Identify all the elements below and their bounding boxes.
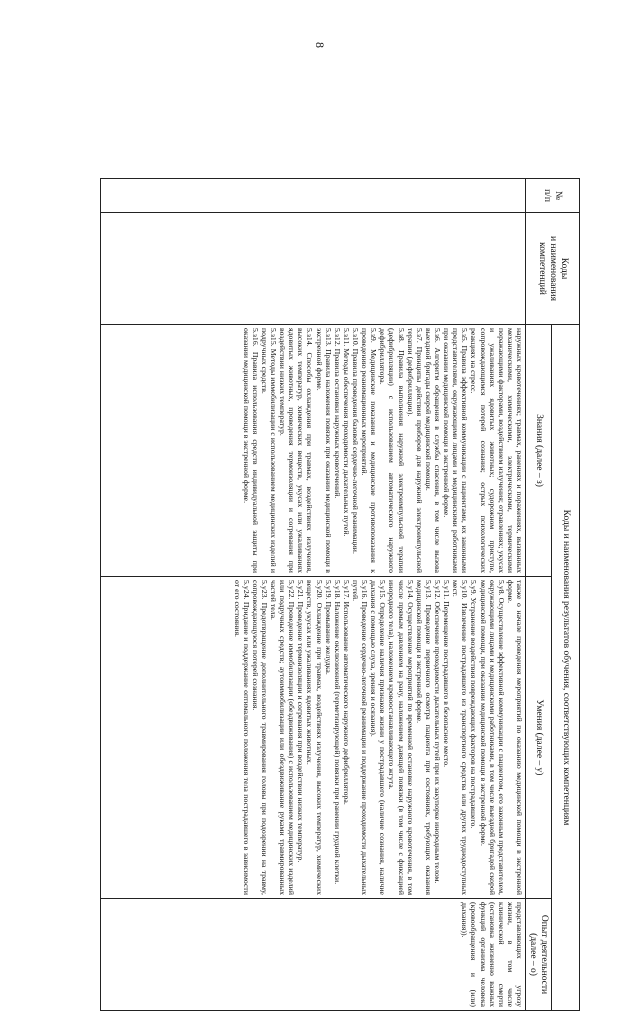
knowledge-item: 5.з10. Правила проведения базовой сердечно-легочной реанимации. [351,328,361,554]
header-knowledge: Знания (далее – з) [526,325,552,577]
skill-item: 5.у20. Охлаждение при травмах, воздействиях излучения, высоких температур, химических веществ, укусах или ужаливаниях ядовитых животных. [305,580,324,895]
competency-table-container [100,178,580,1010]
cell-knowledge [101,325,526,577]
cell-experience [101,899,526,1011]
skill-item: 5.у12. Обеспечение проходимости дыхательных путей при их закупорке инородным телом. [433,580,443,884]
knowledge-item: 5.з13. Правила наложения повязок при оказании медицинской помощи в экстренной форме. [314,328,333,573]
knowledge-item: 5.з6. Алгоритм обращения в службы спасения, в том числе вызова выездной бригады скорой медицинской помощи. [423,328,443,573]
skill-item: 5.у9. Устранение воздействия повреждающих факторов на пострадавшего. [469,580,479,829]
header-num: № п/п [526,179,580,213]
skill-item: 5.у16. Проведение сердечно-легочной реанимации и поддержание проходимости дыхательных путей. [351,580,370,895]
table-row [101,179,526,1011]
skill-item: 5.у14. Осуществление мероприятий по временной остановке наружного кровотечения, в том числе прямым давлением на рану, наложением давящей повязки (в том числе с фиксацией инородного тела), наложением кровоостанавливающего жгута. [387,580,415,895]
skill-item: 5.у11. Перемещение пострадавшего в безопасное место. [442,580,452,768]
knowledge-item: 5.з12. Правила остановки наружных кровотечений. [332,328,342,499]
cell-skills [101,577,526,899]
skill-item: 5.у18. Наложение окклюзионной (герметизирующей) повязки при ранении грудной клетки. [332,580,342,885]
skill-item: 5.у23. Предотвращение дополнительного травмирования головы при подозрении на травму, сопровождающуюся потерей сознания. [250,580,269,895]
skill-item: 5.у21. Проведение термоизоляции и согревания при воздействии низких температур. [296,580,306,863]
knowledge-item: 5.з11. Методы обеспечения проходимости дыхательных путей. [341,328,351,537]
skill-item: 5.у22. Проведение иммобилизации (обездвиживания) с использованием медицинских изделий или подручных средств; аутоиммобилизации или обездвиживание руками травмированных частей тела. [269,580,297,895]
knowledge-item: 5.з16. Правила использования средств индивидуальной защиты при оказании медицинской помощи в экстренной форме. [241,328,260,573]
header-row-1 [552,179,580,1011]
knowledge-item: 5.з14. Способы охлаждения при травмах, воздействиях излучения, высоких температур, химических веществ, укусах или ужаливаниях ядовитых животных, проведения термоизоляции и согревания при воздействии низких температур. [278,328,315,573]
cell-num [101,179,526,213]
header-experience: Опыт деятельности (далее – о) [526,899,552,1011]
skill-item: также о начале проведения мероприятий по оказанию медицинской помощи в экстренной форме. [505,580,524,895]
knowledge-item: 5.з7. Принципы действия приборов для наружной электроимпульсной терапии (дефибрилляции). [405,328,424,573]
skill-item: 5.у17. Использование автоматического наружного дефибриллятора. [341,580,351,805]
header-codes: Коды и наименования компетенций [526,213,580,325]
page-number: 8 [313,42,327,48]
header-results-group: Коды и наименования результатов обучения, соответствующих компетенциям [552,325,580,1011]
skill-item: 5.у13. Проведение первичного осмотра пациента при состояниях, требующих оказания медицинской помощи в экстренной форме. [414,580,433,895]
experience-item: представляющих угрозу жизни, в том числе клинической смерти (остановка жизненно важных функций организма человека (кровообращения и (или) дыхания)). [460,902,524,1008]
skill-item: 5.у8. Осуществление эффективной коммуникации с пациентом, его законным представителем, окружающими лицами и медицинскими работниками, в том числе выездной бригадой скорой медицинской помощи, при оказании медицинской помощи в экстренной форме. [478,580,506,895]
skill-item: 5.у19. Промывание желудка. [323,580,333,675]
knowledge-item: 5.з5. Правила эффективной коммуникации с пациентами, их законными представителями, окружающими лицами и медицинскими работниками при оказании медицинской помощи в экстренной форме. [442,328,470,573]
knowledge-item: наружных кровотечениях; травмах, ранениях и поражениях, вызванных механическими, химическими, электрическими, термическими поражающими факторами, воздействием излучения; отравлениях; укусах и ужаливаниях ядовитых животных; судорожном приступе, сопровождающимся потерей сознания; острых психологических реакциях на стресс. [469,328,524,573]
skill-item: 5.у24. Придание и поддержание оптимального положения тела пострадавшего в зависимости от его состояния. [232,580,251,895]
skill-item: 5.у10. Извлечение пострадавшего из транспортного средства или других труднодоступных мест. [451,580,470,895]
knowledge-item: 5.з8. Правила выполнения наружной электроимпульсной терапии (дефибрилляции) с использованием автоматического наружного дефибриллятора. [378,328,406,573]
header-skills: Умения (далее – у) [526,577,552,899]
cell-codes [101,213,526,325]
skill-item: 5.у15. Определение наличия признаков жизни у пострадавшего (наличие сознания, наличие дыхания с помощью слуха, зрения и осязания). [369,580,388,895]
competency-table [100,178,580,1011]
knowledge-item: 5.з9. Медицинские показания и медицинские противопоказания к проведению реанимационных мероприятий. [360,328,379,573]
knowledge-item: 5.з15. Методы иммобилизации с использованием медицинских изделий и подручных средств. [259,328,279,573]
